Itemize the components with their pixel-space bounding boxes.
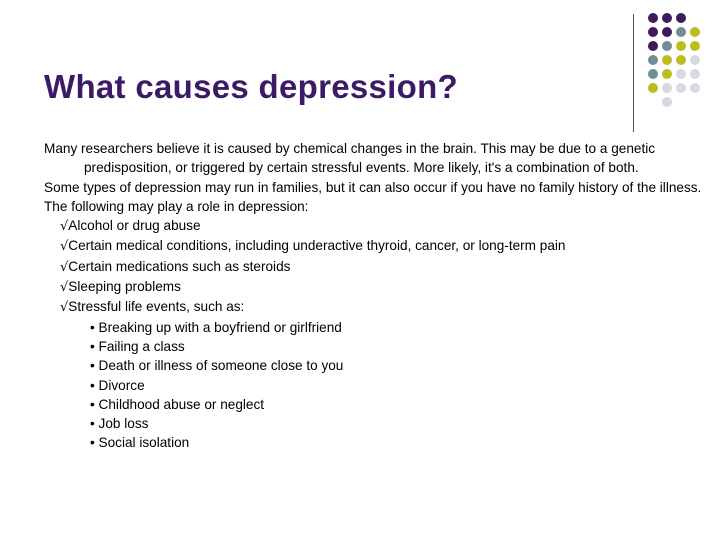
check-mark-icon: √	[60, 239, 69, 255]
decorative-dot	[676, 13, 686, 23]
decorative-dot	[690, 27, 700, 37]
life-event-item: • Social isolation	[90, 435, 190, 451]
bullet-icon: •	[90, 319, 95, 335]
life-event-item: • Divorce	[90, 377, 145, 393]
decorative-dot	[662, 27, 672, 37]
bullet-icon: •	[90, 396, 95, 412]
bullet-icon: •	[90, 435, 95, 451]
decorative-dot	[648, 13, 658, 23]
slide-title: What causes depression?	[44, 68, 459, 105]
factor-item: √Certain medications such as steroids	[60, 258, 291, 275]
decorative-dot	[690, 69, 700, 79]
decorative-dot	[690, 41, 700, 51]
decorative-dot	[690, 83, 700, 93]
decorative-dot	[662, 55, 672, 65]
check-mark-icon: √	[60, 219, 69, 235]
decorative-dot	[648, 41, 658, 51]
life-event-item: • Job loss	[90, 416, 149, 432]
decorative-dot	[662, 13, 672, 23]
decorative-dot	[662, 97, 672, 107]
bullet-icon: •	[90, 377, 95, 393]
bullet-icon: •	[90, 358, 95, 374]
decorative-dot	[676, 69, 686, 79]
title-divider-line	[633, 14, 634, 132]
paragraph-cause: Many researchers believe it is caused by chemical changes in the brain. This may be due to a genetic predisposition, or triggered by certain stressful events. More likely, it's a combination of both.	[44, 141, 656, 176]
decorative-dot	[662, 83, 672, 93]
decorative-dot	[676, 41, 686, 51]
decorative-dot	[648, 69, 658, 79]
check-mark-icon: √	[60, 259, 69, 275]
life-event-item: • Childhood abuse or neglect	[90, 396, 265, 412]
decorative-dot	[676, 27, 686, 37]
life-event-item: • Failing a class	[90, 338, 185, 354]
life-event-item: • Breaking up with a boyfriend or girlfriend	[90, 319, 342, 335]
decorative-dot	[648, 55, 658, 65]
decorative-dot	[662, 69, 672, 79]
decorative-dot	[690, 55, 700, 65]
check-mark-icon: √	[60, 280, 69, 296]
factor-item: √Alcohol or drug abuse	[60, 218, 201, 235]
decorative-dot	[662, 41, 672, 51]
paragraph-factors-intro: The following may play a role in depression:	[44, 198, 309, 214]
factor-item: √Certain medical conditions, including underactive thyroid, cancer, or long-term pain	[60, 238, 566, 255]
decorative-dot	[648, 83, 658, 93]
paragraph-family: Some types of depression may run in families, but it can also occur if you have no family history of the illness.	[44, 179, 702, 195]
factor-item: √Stressful life events, such as:	[60, 299, 245, 316]
slide-body	[44, 139, 714, 453]
decorative-dot	[676, 55, 686, 65]
bullet-icon: •	[90, 338, 95, 354]
decorative-dot	[648, 27, 658, 37]
check-mark-icon: √	[60, 300, 69, 316]
decorative-dot	[676, 83, 686, 93]
life-event-item: • Death or illness of someone close to you	[90, 358, 344, 374]
factor-item: √Sleeping problems	[60, 279, 181, 296]
bullet-icon: •	[90, 416, 95, 432]
